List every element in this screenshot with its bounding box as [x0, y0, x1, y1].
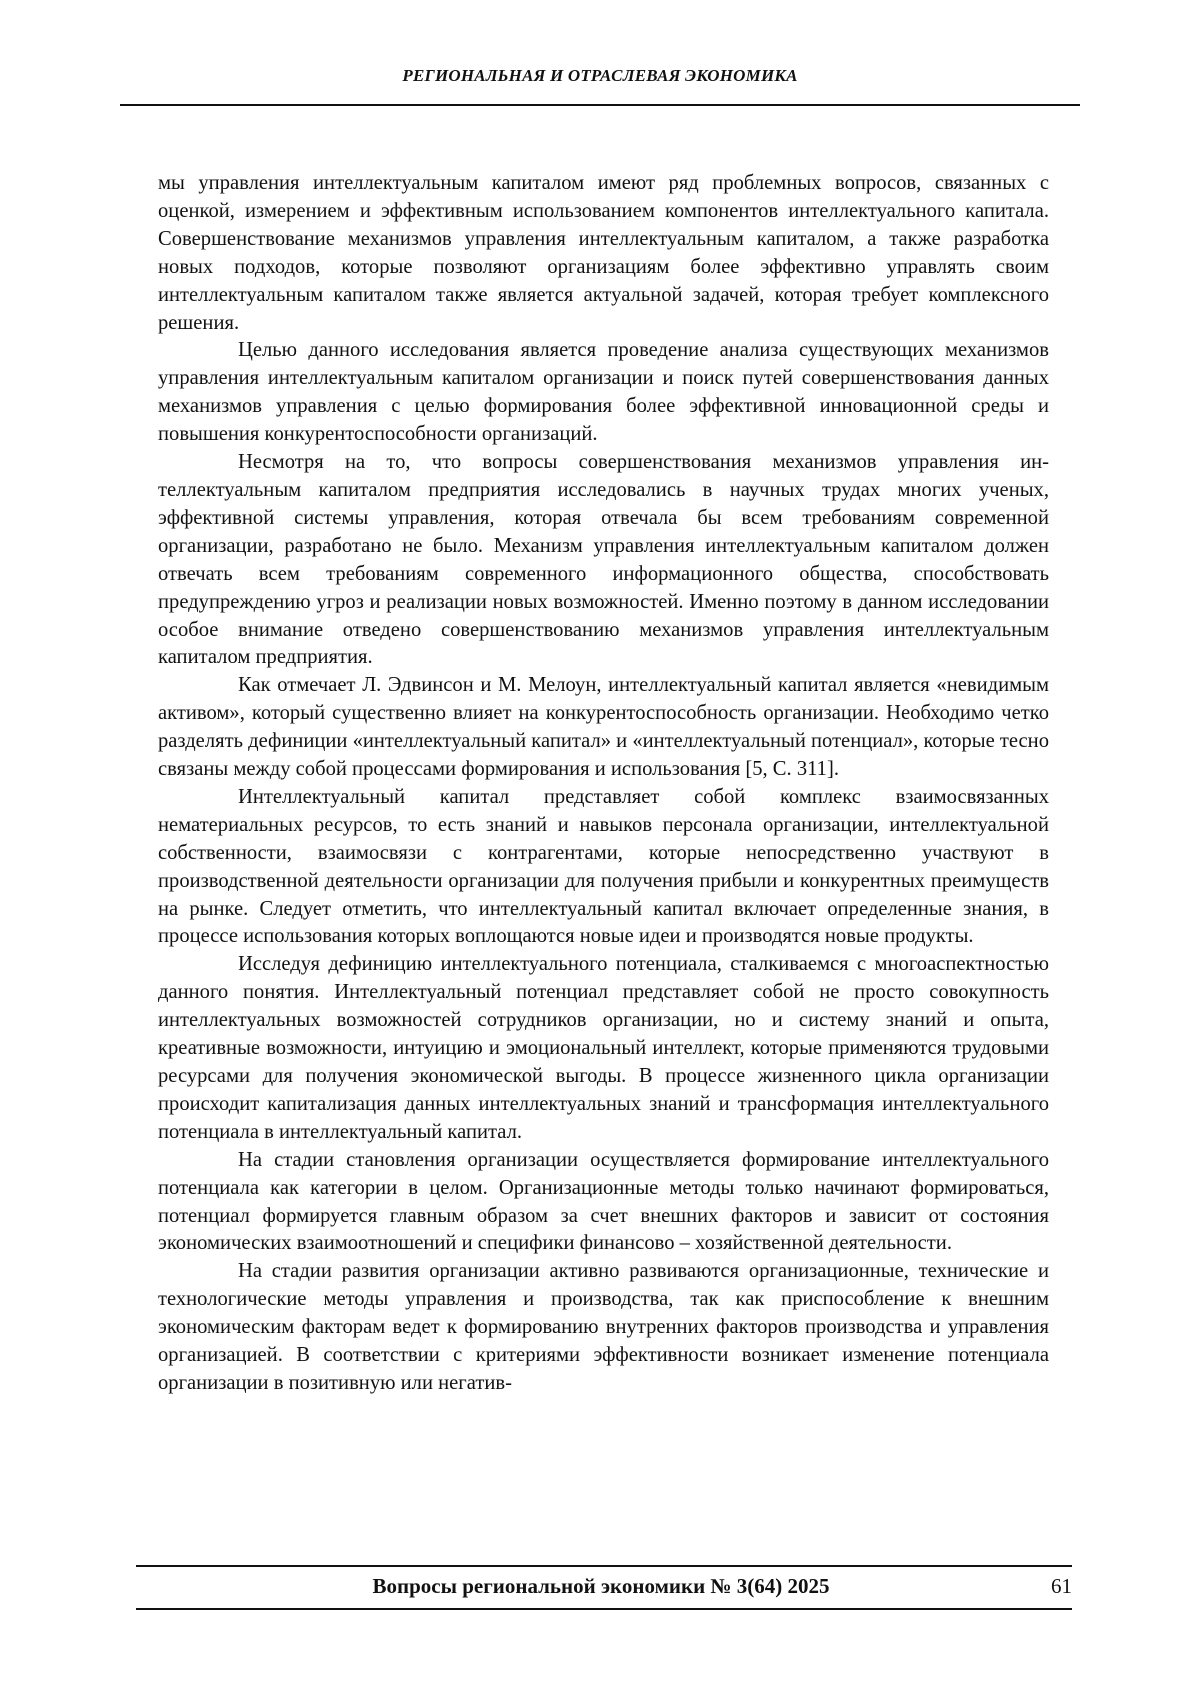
paragraph: На стадии становления организации осуществляется формирование интеллектуального потенциала как категории в целом. Организационные методы только начинают формироваться, потенциал формируется главным образом за счет внешних факторов и зависит от состояния экономических взаимоотношений и специфики финансово – хозяйственной деятельности. [158, 1148, 1049, 1255]
paragraph: Исследуя дефиницию интеллектуального потенциала, сталкиваемся с многоаспектностью данного понятия. Интеллектуальный потенциал представляет собой не просто совокупность интеллектуальных возможностей сотрудников организации, но и систему знаний и опыта, креативные возможности, интуицию и эмоциональный интеллект, которые применяются трудовыми ресурсами для получения экономической выгоды. В процессе жизненного цикла организации происходит капитализация данных интеллектуальных знаний и трансформация интеллектуального потенциала в интеллектуальный капитал. [158, 953, 1049, 1143]
paragraph: Интеллектуальный капитал представляет собой комплекс взаимосвязанных нематериальных ресурсов, то есть знаний и навыков персонала организации, интеллектуальной собственности, взаимосвязи с контрагентами, которые непосредственно участвуют в производственной деятельности организации для получения прибыли и конкурентных преимуществ на рынке. Следует отметить, что интеллектуальный капитал включает определенные знания, в процессе использования которых воплощаются новые идеи и производятся новые продукты. [158, 785, 1049, 948]
footer-rule-bottom [136, 1608, 1072, 1610]
paragraph: Как отмечает Л. Эдвинсон и М. Мелоун, интеллектуальный капитал является «невидимым активом», который существенно влияет на конкурентоспособность организации. Необходимо четко разделять дефиниции «интеллектуальный капитал» и «интеллектуальный потенциал», которые тесно связаны между собой процессами формирования и использования [5, С. 311]. [158, 674, 1050, 781]
header-rule [120, 104, 1080, 106]
footer-rule-top [136, 1565, 1072, 1567]
article-body [158, 170, 1049, 1398]
page-number: 61 [1051, 1574, 1072, 1598]
paragraph: Целью данного исследования является проведение анализа существующих механизмов управления интеллектуальным капиталом организации и поиск путей совершенствования данных механизмов управления с целью формирования более эффективной инновационной среды и повышения конкурентоспособности организаций. [158, 339, 1049, 446]
paragraph: На стадии развития организации активно развиваются организационные, технические и технологические методы управления и производства, так как приспособление к внешним экономическим факторам ведет к формированию внутренних факторов производства и управления организацией. В соответствии с критериями эффективности возникает изменение потенциала организации в позитивную или негатив- [158, 1260, 1049, 1394]
paragraph-continued: мы управления интеллектуальным капиталом имеют ряд проблемных вопросов, связанных с оценкой, измерением и эффективным использованием компонентов интеллектуального капитала. Совершенствование механизмов управления интеллектуальным капиталом, а также разработка новых подходов, которые позволяют организациям более эффективно управлять своим интеллектуальным капиталом также является актуальной задачей, которая требует комплексного решения. [158, 172, 1049, 334]
paragraph: Несмотря на то, что вопросы совершенствования механизмов управления интеллектуальным капиталом предприятия исследовались в научных трудах многих ученых, эффективной системы управления, которая отвечала бы всем требованиям современной организации, разработано не было. Механизм управления интеллектуальным капиталом должен отвечать всем требованиям современного информационного общества, способствовать предупреждению угроз и реализации новых возможностей. Именно поэтому в данном исследовании особое внимание отведено совершенствованию механизмов управления интеллектуальным капиталом предприятия. [158, 451, 1049, 669]
journal-title: Вопросы региональной экономики № 3(64) 2025 [372, 1574, 830, 1598]
running-head: РЕГИОНАЛЬНАЯ И ОТРАСЛЕВАЯ ЭКОНОМИКА [402, 66, 798, 85]
